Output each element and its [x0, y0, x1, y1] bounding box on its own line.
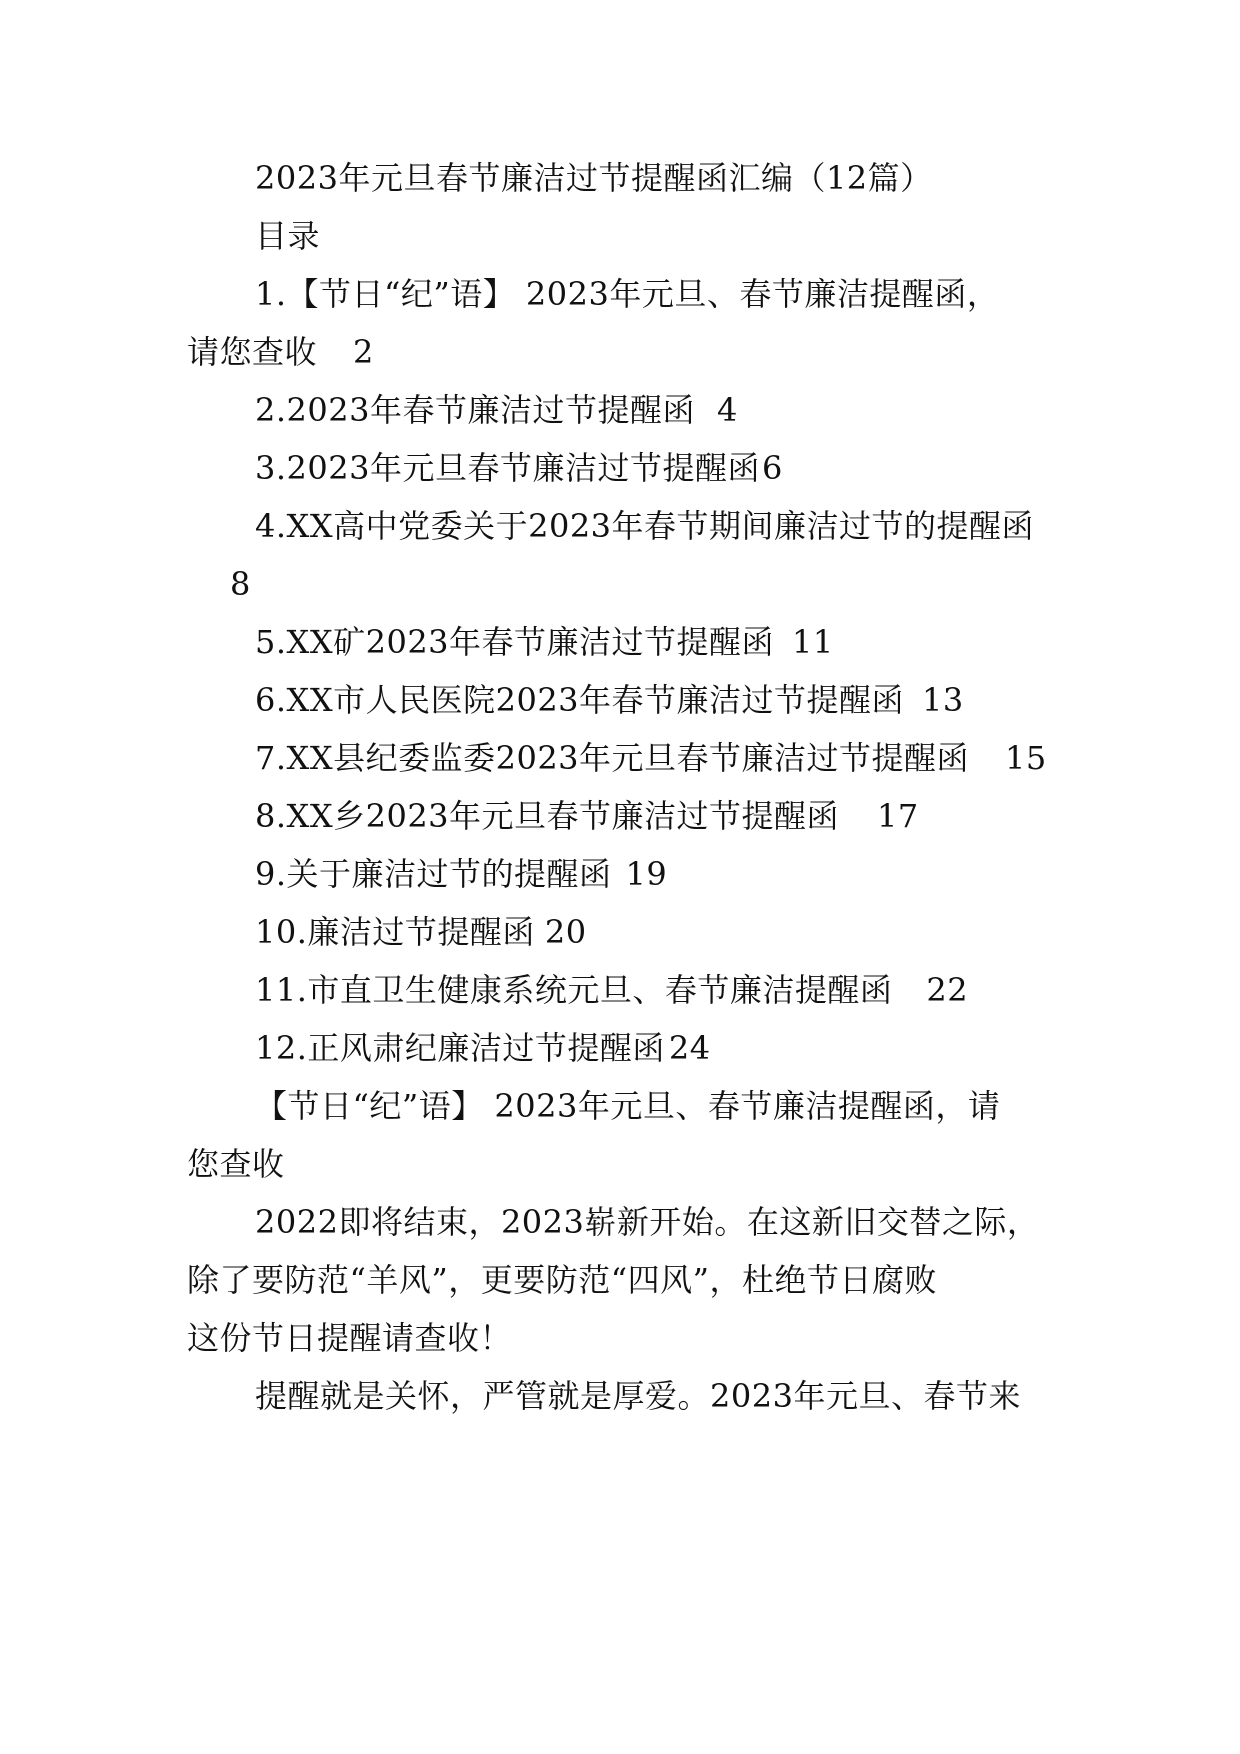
toc-heading: 目录 [255, 217, 321, 255]
toc-item-10-label: 10.廉洁过节提醒函 [255, 913, 535, 951]
section-heading-line1: 【节日“纪”语】 2023年元旦、春节廉洁提醒函，请 [255, 1087, 1001, 1125]
toc-item-11-page: 22 [926, 971, 969, 1009]
toc-item-8-page: 17 [877, 797, 919, 835]
toc-item-12-label: 12.正风肃纪廉洁过节提醒函 [255, 1029, 665, 1067]
toc-item-6[interactable] [255, 680, 964, 720]
toc-item-12[interactable] [255, 1028, 711, 1068]
toc-item-4-page[interactable]: 8 [230, 565, 251, 603]
toc-item-3-label: 3.2023年元旦春节廉洁过节提醒函 [255, 449, 760, 487]
toc-item-12-page: 24 [668, 1029, 711, 1067]
toc-item-1-label: 请您查收 [187, 333, 318, 371]
toc-item-7-label: 7.XX县纪委监委2023年元旦春节廉洁过节提醒函 [255, 739, 970, 777]
section-heading-line2: 您查收 [187, 1145, 285, 1183]
toc-item-5[interactable] [255, 622, 834, 662]
toc-item-6-label: 6.XX市人民医院2023年春节廉洁过节提醒函 [255, 681, 905, 719]
toc-item-7[interactable] [255, 738, 1047, 778]
toc-item-8[interactable] [255, 796, 919, 836]
toc-item-4-label[interactable]: 4.XX高中党委关于2023年春节期间廉洁过节的提醒函 [255, 507, 1035, 545]
paragraph-2-line1: 提醒就是关怀，严管就是厚爱。2023年元旦、春节来 [255, 1377, 1021, 1415]
toc-item-3[interactable] [255, 448, 783, 488]
paragraph-1-line2: 除了要防范“羊风”，更要防范“四风”，杜绝节日腐败 [187, 1261, 937, 1299]
toc-item-5-label: 5.XX矿2023年春节廉洁过节提醒函 [255, 623, 775, 661]
toc-item-3-page: 6 [761, 449, 783, 487]
toc-item-1-line1[interactable]: 1.【节日“纪”语】 2023年元旦、春节廉洁提醒函， [255, 275, 1000, 313]
toc-item-8-label: 8.XX乡2023年元旦春节廉洁过节提醒函 [255, 797, 840, 835]
toc-item-11[interactable] [255, 970, 968, 1010]
toc-item-9-label: 9.关于廉洁过节的提醒函 [255, 855, 612, 893]
toc-item-6-page: 13 [922, 681, 964, 719]
toc-item-10[interactable] [255, 912, 587, 952]
document-title: 2023年元旦春节廉洁过节提醒函汇编（12篇） [255, 159, 933, 197]
toc-item-10-page: 20 [544, 913, 587, 951]
toc-item-11-label: 11.市直卫生健康系统元旦、春节廉洁提醒函 [255, 971, 893, 1009]
toc-item-1-page: 2 [353, 333, 374, 371]
toc-item-2-label: 2.2023年春节廉洁过节提醒函 [255, 391, 695, 429]
toc-item-5-page: 11 [792, 623, 834, 661]
paragraph-1-line3: 这份节日提醒请查收！ [187, 1319, 513, 1357]
toc-item-1-line2[interactable] [187, 332, 374, 372]
toc-item-9[interactable] [255, 854, 667, 894]
toc-item-2[interactable] [255, 390, 738, 430]
paragraph-1-line1: 2022即将结束，2023崭新开始。在这新旧交替之际， [255, 1203, 1040, 1241]
toc-item-2-page: 4 [716, 391, 738, 429]
toc-item-9-page: 19 [625, 855, 668, 893]
toc-item-7-page: 15 [1005, 739, 1047, 777]
